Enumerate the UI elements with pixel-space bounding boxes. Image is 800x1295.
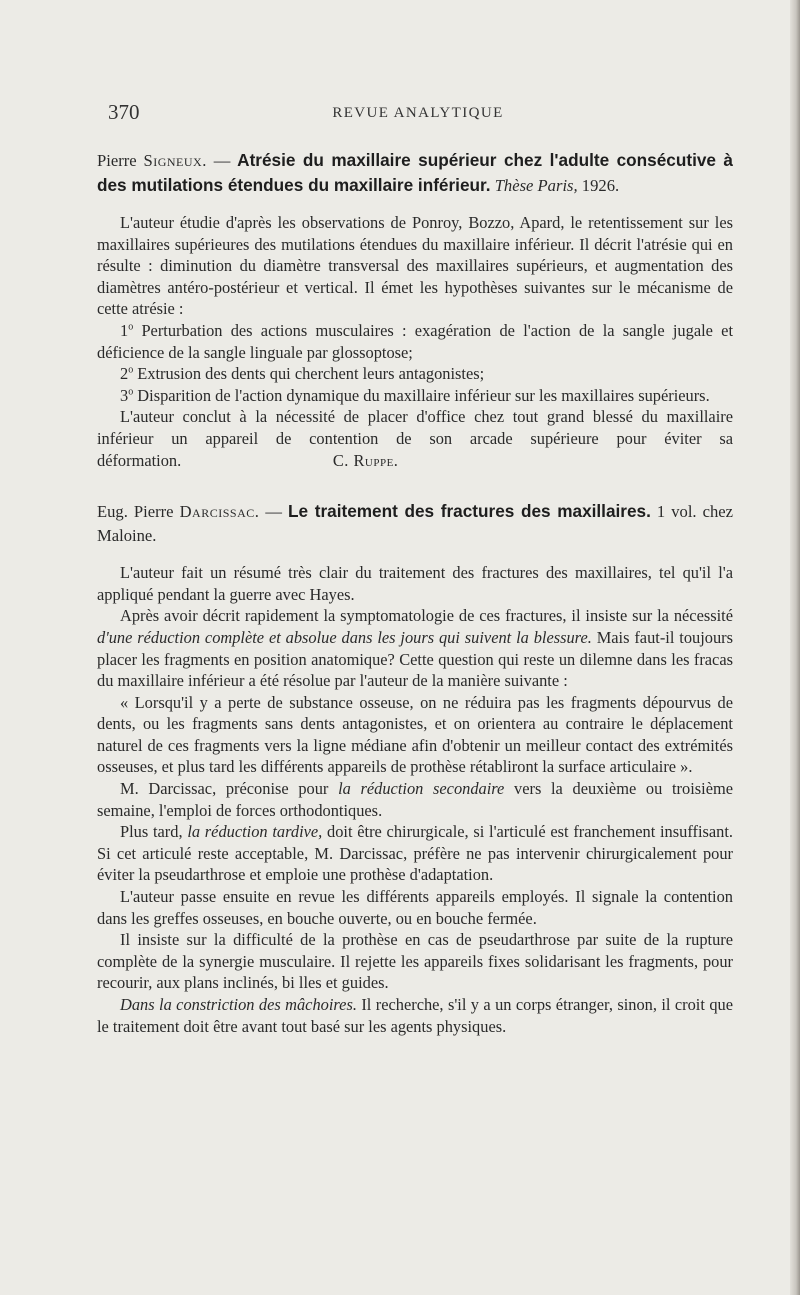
paragraph [97, 821, 733, 886]
list-text: Perturbation des actions musculaires : exagération de l'action de la sangle jugale et déficience de la sangle linguale par glossoptose; [97, 320, 733, 362]
paragraph [97, 994, 733, 1037]
heading-dash: — [259, 502, 289, 522]
list-item: 3$^o$ Disparition de l'action dynamique du maxillaire inférieur sur les maxillaires supérieurs. [120, 385, 710, 405]
list-number: 2 [120, 364, 129, 384]
page-number: 370 [108, 100, 140, 124]
paragraph-conclusion [97, 406, 733, 471]
text-run: Il recherche, s'il y a un corps étranger, sinon, il croit que le traitement doit être avant tout basé sur les agents physiques. [97, 995, 733, 1036]
author-lastname: Darcissac. [179, 502, 260, 522]
article-body [97, 148, 733, 1037]
author-lastname: Signeux. [143, 151, 207, 170]
paragraph: L'auteur fait un résumé très clair du traitement des fractures des maxillaires, tel qu'il l'a appliqué pendant la guerre avec Hayes. [97, 563, 733, 604]
entry-source: 1 vol. chez Maloine. [97, 502, 733, 546]
page-header [108, 100, 728, 130]
emphasis-text: la réduction secondaire [338, 779, 505, 799]
list-number: 1 [120, 320, 129, 340]
emphasis-text: Dans la constriction des mâchoires. [120, 995, 357, 1014]
author-firstname: Pierre [97, 151, 137, 170]
text-run: M. Darcissac, préconise pour [120, 779, 339, 799]
entry-year: 1926. [577, 176, 620, 195]
paragraph [97, 778, 733, 821]
list-item: 1$^o$ Perturbation des actions musculaires : exagération de l'action de la sangle jugale et déficience de la sangle linguale par glossoptose; [97, 320, 733, 362]
text-run: vers la deuxième ou troisième semaine, l'emploi de forces orthodontiques. [97, 779, 733, 820]
page-edge-shadow [790, 0, 800, 1295]
list-number: 3 [120, 385, 129, 405]
quotation: « Lorsqu'il y a perte de substance osseuse, on ne réduira pas les fragments dépourvus de dents, ou les fragments sans dents antagonistes, et on orientera au contraire le déplacement naturel de ces fragments vers la ligne médiane afin d'obtenir un meilleur contact des extrémités osseuses, et plus tard les différents appareils de prothèse rétabliront la surface articulaire ». [97, 692, 733, 777]
list-item: 2$^o$ Extrusion des dents qui cherchent leurs antagonistes; [120, 364, 485, 384]
heading-dash: — [206, 151, 238, 170]
running-title: REVUE ANALYTIQUE [332, 105, 504, 121]
entry-title: Le traitement des fractures des maxillaires. [288, 501, 651, 522]
list-text: Extrusion des dents qui cherchent leurs antagonistes; [133, 364, 485, 384]
emphasis-text: d'une réduction complète et absolue dans les jours qui suivent la blessure. [97, 627, 592, 647]
list-text: Disparition de l'action dynamique du maxillaire inférieur sur les maxillaires supérieurs. [133, 385, 710, 405]
paragraph: L'auteur passe ensuite en revue les différents appareils employés. Il signale la contention dans les greffes osseuses, en bouche ouverte, ou en bouche fermée. [97, 887, 733, 928]
entry-title: Atrésie du maxillaire supérieur chez l'adulte consécutive à des mutilations étendues du maxillaire inférieur. [97, 150, 733, 195]
entry-heading-darcissac [97, 499, 733, 548]
reviewer-signature: C. Ruppe. [332, 450, 399, 470]
text-run: doit être chirurgicale, si l'articulé est franchement insuffisant. Si cet articulé reste acceptable, M. Darcissac, préfère ne pas intervenir chirurgicalement pour éviter la pseudarthrose et emploie une prothèse d'adaptation. [97, 822, 733, 885]
text-run: Plus tard, [120, 822, 188, 842]
author-firstname: Eug. Pierre [97, 502, 174, 522]
conclusion-text: L'auteur conclut à la nécessité de placer d'office chez tout grand blessé du maxillaire inférieur un appareil de contention de son arcade supérieure pour éviter sa déformation. [97, 407, 733, 470]
text-run: Après avoir décrit rapidement la symptomatologie de ces fractures, il insiste sur la nécessité [120, 606, 733, 626]
text-run: Mais faut-il toujours placer les fragments en position anatomique? Cette question qui reste un dilemne dans les fracas du maxillaire inférieur a été résolue par l'auteur de la manière suivante : [97, 627, 733, 691]
paragraph: Il insiste sur la difficulté de la prothèse en cas de pseudarthrose par suite de la rupture complète de la synergie musculaire. Il rejette les appareils fixes solidarisant les fragments, pour recourir, aux plans inclinés, bi lles et guides. [97, 930, 733, 993]
entry-heading-signeux [97, 148, 733, 198]
paragraph [97, 605, 733, 691]
entry-source: Thèse Paris, [494, 176, 578, 195]
emphasis-text: la réduction tardive, [187, 822, 323, 842]
paragraph: L'auteur étudie d'après les observations de Ponroy, Bozzo, Apard, le retentissement sur les maxillaires supérieures des mutilations étendues du maxillaire inférieur. Il décrit l'atrésie qui en résulte : diminution du diamètre transversal des maxillaires supérieurs, et augmentation des diamètres antéro-postérieur et vertical. Il émet les hypothèses suivantes sur le mécanisme de cette atrésie : [97, 213, 733, 319]
